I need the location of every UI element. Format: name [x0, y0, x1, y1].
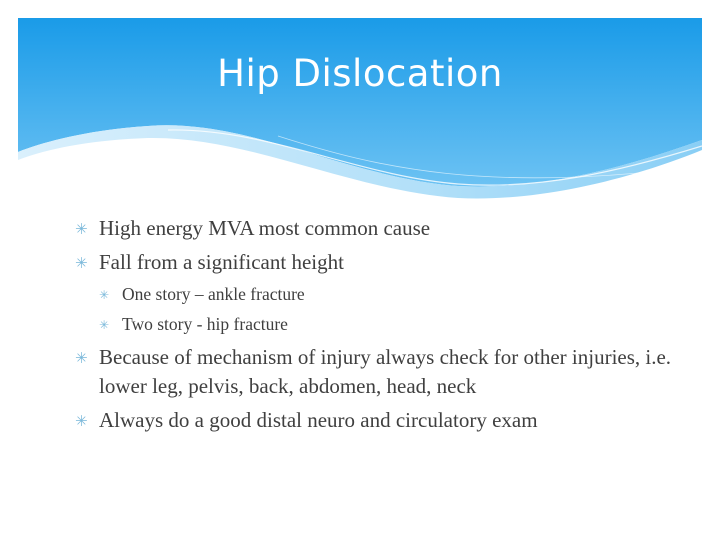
- bullet-star-icon: ✳: [75, 254, 88, 272]
- sub-bullet-item: [99, 283, 675, 306]
- sub-bullet-text: Two story - hip fracture: [122, 314, 288, 334]
- title-banner: [18, 18, 702, 218]
- bullet-text: Always do a good distal neuro and circulatory exam: [99, 408, 538, 432]
- bullet-item: [75, 406, 675, 435]
- bullet-text: Fall from a significant height: [99, 250, 344, 274]
- bullet-item: [75, 343, 675, 401]
- bullet-item: [75, 248, 675, 277]
- bullet-text: Because of mechanism of injury always check for other injuries, i.e. lower leg, pelvis, back, abdomen, head, neck: [99, 345, 672, 398]
- bullet-star-icon: ✳: [75, 220, 88, 238]
- sub-bullet-star-icon: ✳: [99, 288, 110, 302]
- bullet-star-icon: ✳: [75, 412, 88, 430]
- bullet-star-icon: ✳: [75, 349, 88, 367]
- bullet-list: [75, 214, 675, 440]
- banner-wave-graphic: [18, 18, 702, 218]
- slide-title: Hip Dislocation: [217, 52, 503, 95]
- bullet-item: [75, 214, 675, 243]
- sub-bullet-text: One story – ankle fracture: [122, 284, 305, 304]
- bullet-text: High energy MVA most common cause: [99, 216, 431, 240]
- sub-bullet-star-icon: ✳: [99, 318, 110, 332]
- sub-bullet-item: [99, 313, 675, 336]
